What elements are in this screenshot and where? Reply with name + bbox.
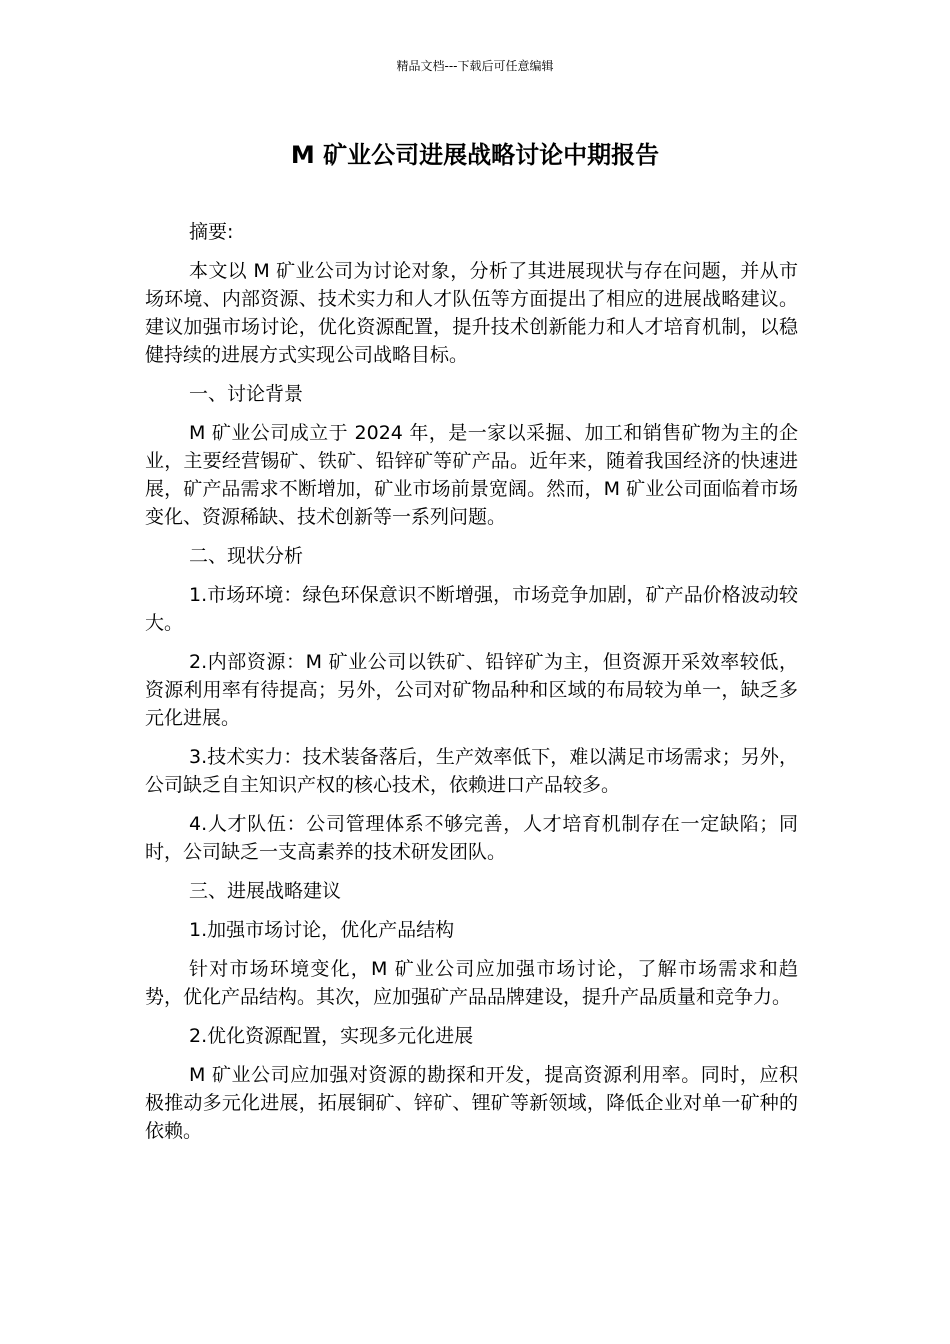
section-heading-strategy: 三、进展战略建议 (189, 880, 342, 902)
background-text: M 矿业公司成立于 2024 年，是一家以采掘、加工和销售矿物为主的企业，主要经营锡矿、铁矿、铅锌矿等矿产品。近年来，随着我国经济的快速进展，矿产品需求不断增加，矿业市场前景宽阔。然而，M 矿业公司面临着市场变化、资源稀缺、技术创新等一系列问题。 (145, 422, 798, 528)
document-body (145, 218, 798, 1156)
strategy-text-resources: M 矿业公司应加强对资源的勘探和开发，提高资源利用率。同时，应积极推动多元化进展，拓展铜矿、锌矿、锂矿等新领域，降低企业对单一矿种的依赖。 (145, 1064, 798, 1142)
status-item-market: 1.市场环境：绿色环保意识不断增强，市场竞争加剧，矿产品价格波动较大。 (145, 584, 798, 634)
section-heading-background: 一、讨论背景 (189, 383, 304, 405)
strategy-text-market: 针对市场环境变化，M 矿业公司应加强市场讨论，了解市场需求和趋势，优化产品结构。其次，应加强矿产品品牌建设，提升产品质量和竞争力。 (145, 958, 798, 1008)
strategy-subheading-resources: 2.优化资源配置，实现多元化进展 (189, 1025, 474, 1047)
abstract-text: 本文以 M 矿业公司为讨论对象，分析了其进展现状与存在问题，并从市场环境、内部资源、技术实力和人才队伍等方面提出了相应的进展战略建议。建议加强市场讨论，优化资源配置，提升技术创新能力和人才培育机制，以稳健持续的进展方式实现公司战略目标。 (145, 260, 798, 366)
section-heading-status: 二、现状分析 (189, 545, 304, 567)
status-item-technology: 3.技术实力：技术装备落后，生产效率低下，难以满足市场需求；另外，公司缺乏自主知识产权的核心技术，依赖进口产品较多。 (145, 746, 798, 796)
status-item-resources: 2.内部资源：M 矿业公司以铁矿、铅锌矿为主，但资源开采效率较低，资源利用率有待提高；另外，公司对矿物品种和区域的布局较为单一，缺乏多元化进展。 (145, 651, 798, 729)
page-header: 精品文档---下载后可任意编辑 (396, 59, 554, 73)
strategy-subheading-market: 1.加强市场讨论，优化产品结构 (189, 919, 455, 941)
abstract-heading: 摘要: (189, 221, 234, 243)
status-item-talent: 4.人才队伍：公司管理体系不够完善，人才培育机制存在一定缺陷；同时，公司缺乏一支高素养的技术研发团队。 (145, 813, 798, 863)
document-title: M 矿业公司进展战略讨论中期报告 (290, 141, 660, 169)
